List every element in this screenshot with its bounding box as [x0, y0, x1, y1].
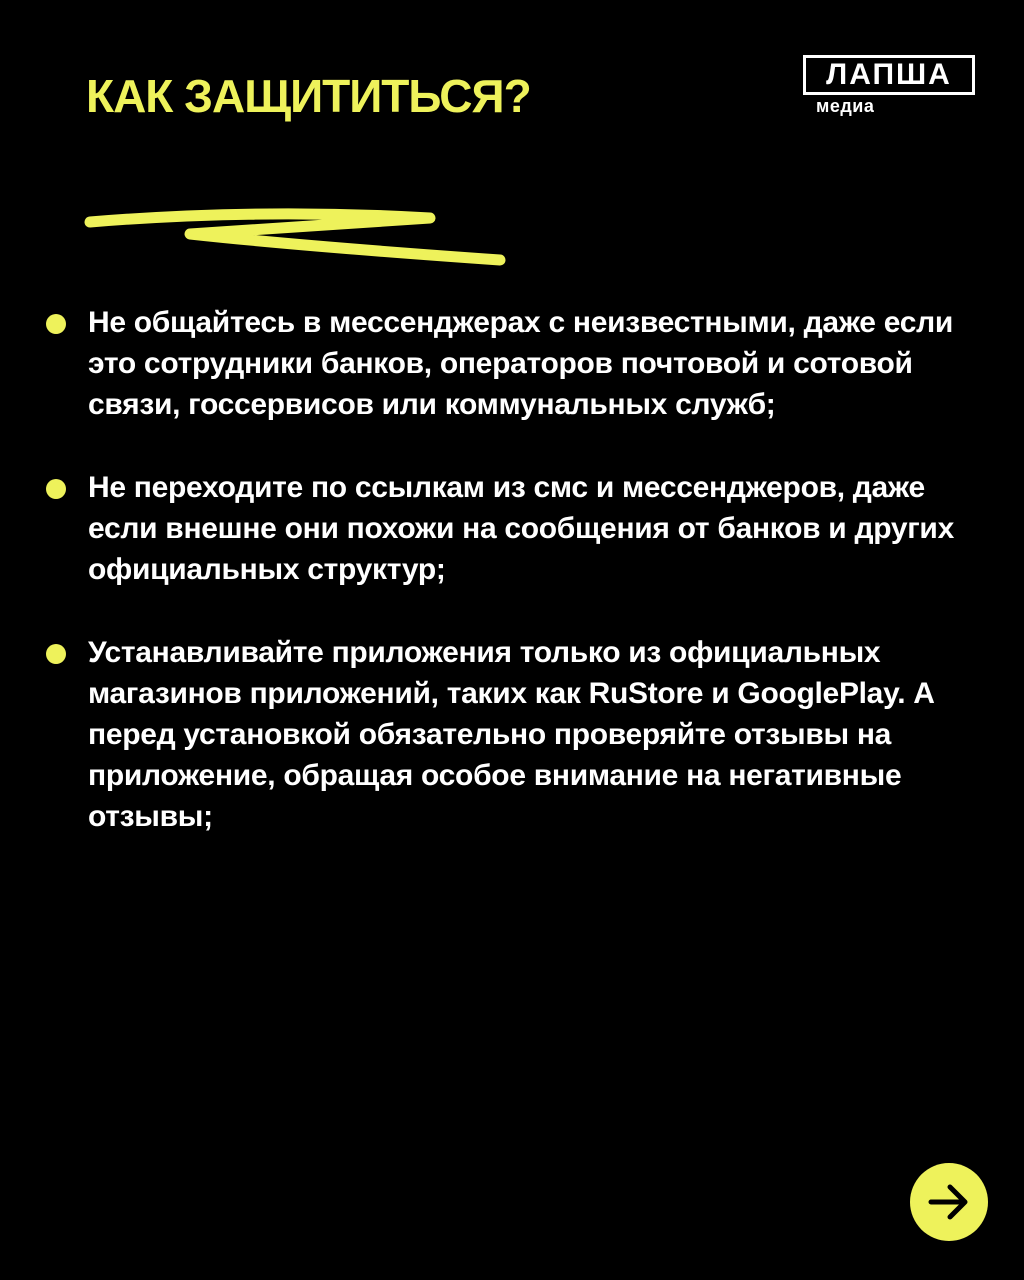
list-item: [46, 632, 986, 837]
bullet-dot-icon: [46, 314, 66, 334]
tip-text: Не общайтесь в мессенджерах с неизвестными, даже если это сотрудники банков, операторов почтовой и сотовой связи, госсервисов или коммунальных служб;: [88, 306, 953, 421]
page-title: КАК ЗАЩИТИТЬСЯ?: [86, 70, 531, 122]
arrow-right-icon: [925, 1178, 973, 1226]
list-item: [46, 467, 986, 590]
tip-text: Устанавливайте приложения только из официальных магазинов приложений, таких как RuStore и GooglePlay. А перед установкой обязательно проверяйте отзывы на приложение, обращая особое внимание на негативные отзывы;: [88, 636, 935, 833]
scribble-decoration: [80, 200, 520, 280]
next-slide-button[interactable]: [910, 1163, 988, 1241]
bullet-dot-icon: [46, 479, 66, 499]
tips-list: [46, 302, 986, 879]
brand-logo: [803, 55, 979, 117]
logo-subtitle: медиа: [816, 96, 875, 116]
tip-text: Не переходите по ссылкам из смс и мессенджеров, даже если внешне они похожи на сообщения от банков и других официальных структур;: [88, 471, 954, 586]
bullet-dot-icon: [46, 644, 66, 664]
list-item: [46, 302, 986, 425]
logo-wordmark: ЛАПША: [803, 55, 975, 95]
